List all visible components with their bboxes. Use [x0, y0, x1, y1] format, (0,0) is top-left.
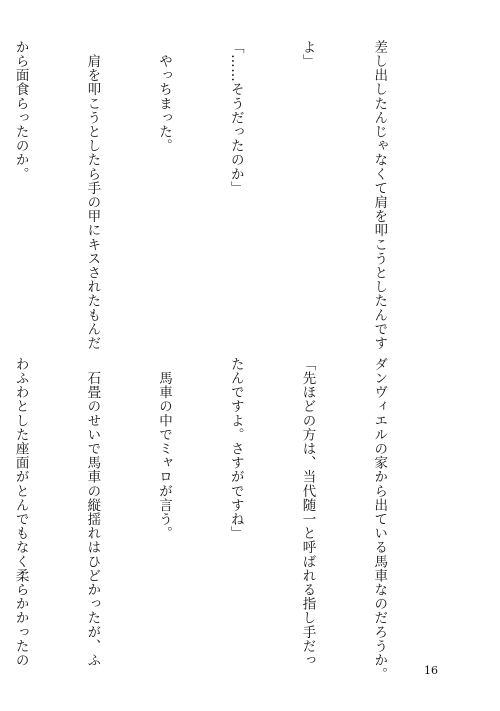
page-number: 16 — [424, 664, 438, 677]
text-line: たんですよ。さすがですね」 — [227, 357, 244, 541]
text-line: 馬車の中でミャロが言う。 — [156, 357, 173, 541]
text-line: ダンヴィエルの家から出ている馬車なのだろうか。 — [371, 357, 388, 682]
text-line: 肩を叩こうとしたら手の甲にキスされたもんだ — [84, 40, 101, 351]
text-line: よ」 — [299, 40, 316, 69]
text-line: 「……そうだったのか」 — [227, 40, 244, 196]
text-line: やっちまった。 — [156, 40, 173, 153]
text-line: 差し出したんじゃなくて肩を叩こうとしたんです — [371, 40, 388, 351]
text-line: わふわとした座面がとんでもなく柔らかかったの — [12, 357, 29, 668]
text-block-upper — [0, 40, 438, 351]
text-line: から面食らったのか。 — [12, 40, 29, 181]
text-line: 「先ほどの方は、当代随一と呼ばれる指し手だっ — [299, 357, 316, 668]
text-line: 石畳のせいで馬車の縦揺れはひどかったが、ふ — [84, 357, 101, 668]
